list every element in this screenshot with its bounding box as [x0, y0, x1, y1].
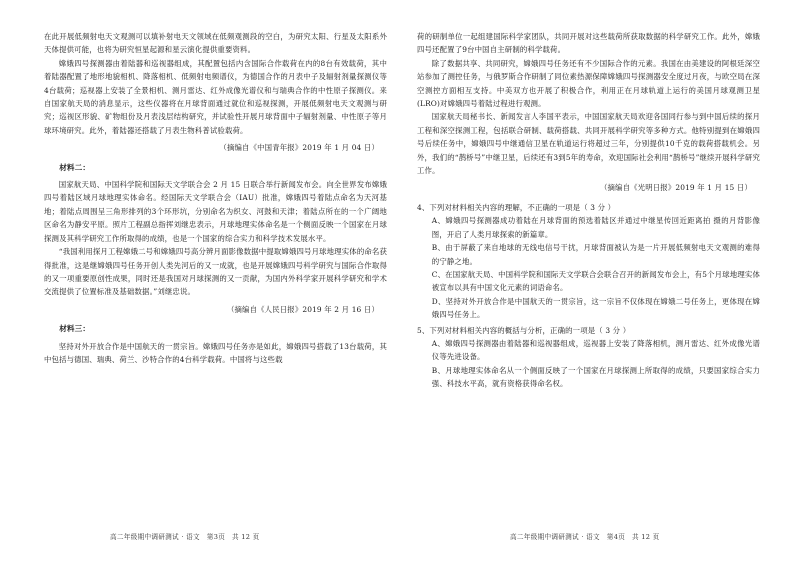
question-5-option-a: A、嫦娥四号探测器由着陆器和巡视器组成，巡视器上安装了降落相机，测月雷达、红外成像光谱仪等先进设备。	[431, 338, 760, 362]
source-citation: （摘编自《人民日报》2019 年 2 月 16 日）	[226, 304, 379, 314]
question-5-option-b: B、月球地理实体命名从一个侧面反映了一个国家在月球探测上所取得的成绩，只要国家综合实力强、科技水平高，就有资格获得命名权。	[431, 365, 760, 389]
paragraph-chang-e-4-payloads: 嫦娥四号探测器由着陆器和巡视器组成，其配置包括内含国际合作载荷在内的8台有效载荷，其中着陆器配置了地形地貌相机、降落相机、低频射电频谱仪，为德国合作的月表中子及辐射剂量探测仪等4台载荷；巡视器上安装了全景相机、测月雷达、红外成像光谱仪和与瑞典合作的中性原子探测仪。来自国家航天局的消息显示，这些仪器将在月球背面通过就位和巡视探测，开展低频射电天文观测与研究；巡视区形貌、矿物组份及月表浅层结构研究，并试验性开展月球背面中子辐射剂量、中性原子等月球环境研究。此外，着陆器还搭载了月表生物科普试验载荷。	[44, 58, 387, 135]
question-5: 5、下列对材料相关内容的概括与分析，正确的一项是（ 3 分 ）	[417, 325, 631, 335]
page-4	[397, 0, 794, 561]
question-4-option-a: A、嫦娥四号探测器成功着陆在月球背面的预选着陆区并通过中继星传回近距离拍 摄的月背影像图，开启了人类月球探索的新篇章。	[431, 216, 760, 239]
paragraph-cooperation: 坚持对外开放合作是中国航天的一贯宗旨。嫦娥四号任务亦是如此，嫦娥四号搭载了13台载荷，其中包括与德国、瑞典、荷兰、沙特合作的4台科学载荷。中国将与这些载	[44, 341, 387, 364]
paragraph-continued: 荷的研制单位一起组建国际科学家团队，共同开展对这些载荷所获取数据的科学研究工作。此外，嫦娥四号还配置了9台中国自主研制的科学载荷。	[417, 32, 760, 55]
page-footer-right: 高二年级期中调研测试 · 语文 第4页 共 12 页	[510, 533, 660, 541]
source-citation: （摘编自《光明日报》2019 年 1 月 15 日）	[599, 183, 752, 193]
question-4: 4、下列对材料相关内容的理解，不正确的一项是（ 3 分 ）	[417, 202, 616, 212]
paragraph-international: 除了数据共享、共同研究，嫦娥四号任务还有不少国际合作的元素。我国在由美建设的阿根廷深空站参加了测控任务，与俄罗斯合作研制了同位素热源保障嫦娥四号探测器安全度过月夜，与欧空局在深空测控方面相互支持。中美双方也开展了积极合作，利用正在月球轨道上运行的美国月球观测卫星(LRO)对嫦娥四号着陆过程进行观测。	[417, 58, 760, 109]
question-4-option-d: D、坚持对外开放合作是中国航天的一贯宗旨，这一宗旨不仅体现在嫦娥二号任务上，更体现在嫦娥四号任务上。	[431, 296, 760, 320]
question-4-option-c: C、在国家航天局、中国科学院和国际天文学联合会联合召开的新闻发布会上，有5个月球地理实体被宣布以具有中国文化元素的词语命名。	[431, 269, 760, 293]
material-3-heading: 材料三：	[59, 324, 91, 334]
material-2-heading: 材料二：	[59, 162, 91, 172]
paragraph-quote: “我国利用探月工程嫦娥二号和嫦娥四号高分辨月面影像数据中提取嫦娥四号月球地理实体的命名获得批准，这是继嫦娥四号任务开创人类先河后的又一成就，也是开展嫦娥四号科学研究与国际合作取得的又一项重要原创性成果，同时还是我国对月球探测的又一贡献，为国内外科学家开展科学研究和学术交流提供了位置标准及基础数据。”刘继忠说。	[44, 247, 387, 297]
page-footer-left: 高二年级期中调研测试 · 语文 第3页 共 12 页	[110, 533, 260, 541]
question-4-option-b: B、由于屏蔽了来自地球的无线电信号干扰，月球背面被认为是一片开展低频射电天文观测的难得的宁静之地。	[431, 243, 760, 266]
paragraph-naming: 国家航天局、中国科学院和国际天文学联合会 2 月 15 日联合举行新闻发布会。向全世界发布嫦娥四号着陆区域月球地理实体命名。经国际天文学联合会（IAU）批准，嫦娥四号着陆点命名为天河基地；着陆点周围呈三角形排列的3个环形坑，分别命名为织女、河鼓和天津；着陆点所在的一个广阔地区命名为静安平原。照片工程副总指挥刘继忠表示，月球地理实体命名是一个侧面反映一个国家在月球探测及其科学研究工作所取得的成绩，也是一个国家的综合实力和科学技术发展水平。	[44, 180, 387, 243]
source-citation: （摘编自《中国青年报》2019 年 1 月 04 日）	[219, 143, 379, 153]
paragraph-invitation: 国家航天局秘书长、新闻发言人李国平表示，中国国家航天局欢迎各国同行参与到中国后续的探月工程和深空探测工程，包括联合研制、载荷搭载、共同开展科学研究等多种方式。他特别提到在嫦娥四号后续任务中，嫦娥四号中继通信卫星在轨道运行将超过三年，分别提供10千克的载荷搭载机会。另外，我们的“鹊桥号”中继卫星，后续还有3到5年的寿命，欢迎国际社会利用“鹊桥号”继续开展科学研究工作。	[417, 112, 760, 176]
paragraph-continued: 在此开展低频射电天文观测可以填补射电天文领域在低频观测段的空白，为研究太阳、行星及太阳系外天体提供可能，也将为研究恒星起源和星云演化提供重要资料。	[44, 32, 387, 55]
